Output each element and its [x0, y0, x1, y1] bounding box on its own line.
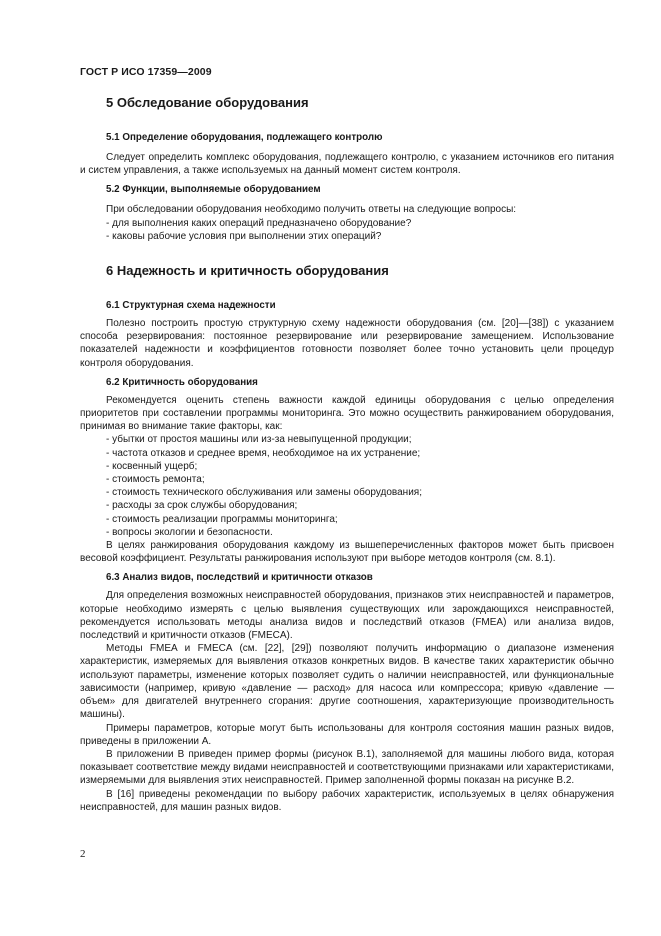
subsection-6-3-paragraph-2: Методы FMEA и FMECA (см. [22], [29]) позволяют получить информацию о диапазоне изменения характеристик, измеряемых для выявления отказов конкретных видов. В качестве таких характеристик обычно используют параметры, изменение которых позволяет судить о наличии неисправностей, или функциональные зависимости (например, кривую «давление — расход» для насоса или компрессора; кривую «давление — объем» для двигателей внутреннего сгорания: другие соотношения, характеризующие производительность машины). — [80, 643, 614, 721]
list-item: - вопросы экологии и безопасности. — [106, 526, 273, 538]
list-item: - стоимость реализации программы мониторинга; — [106, 513, 338, 525]
subsection-6-2-heading: 6.2 Критичность оборудования — [106, 376, 258, 388]
document-body — [80, 94, 614, 814]
list-item: - косвенный ущерб; — [106, 460, 198, 472]
factor-list — [80, 433, 614, 539]
list-item: - убытки от простоя машины или из-за невыпущенной продукции; — [106, 434, 412, 446]
subsection-6-1-paragraph: Полезно построить простую структурную схему надежности оборудования (см. [20]—[38]) с указанием способа резервирования: постоянное резервирование или резервирование замещением. Использование показателей надежности и коэффициентов готовности позволяет более точно установить цели процедур контроля оборудования. — [80, 318, 614, 369]
subsection-6-1-heading: 6.1 Структурная схема надежности — [106, 300, 276, 312]
list-item: - частота отказов и среднее время, необходимое на их устранение; — [106, 447, 421, 459]
subsection-6-2-paragraph: Рекомендуется оценить степень важности каждой единицы оборудования с целью определения приоритетов при составлении программы мониторинга. Это можно осуществить ранжированием оборудования, принимая во внимание такие факторы, как: — [80, 394, 614, 433]
subsection-6-2-paragraph-2: В целях ранжирования оборудования каждому из вышеперечисленных факторов может быть присвоен весовой коэффициент. Результаты ранжирования используют при выборе методов контроля (см. 8.1). — [80, 540, 614, 565]
section-5-heading: 5 Обследование оборудования — [106, 95, 309, 110]
subsection-6-3-heading: 6.3 Анализ видов, последствий и критичности отказов — [106, 572, 373, 584]
subsection-5-2-paragraph: При обследовании оборудования необходимо получить ответы на следующие вопросы: — [106, 204, 517, 216]
list-item: - для выполнения каких операций предназначено оборудование? — [106, 217, 412, 229]
page-number: 2 — [80, 848, 86, 860]
subsection-6-3-paragraph-5: В [16] приведены рекомендации по выбору рабочих характеристик, используемых в целях обнаружения неисправностей, для машин разных видов. — [80, 788, 614, 813]
question-list — [80, 217, 614, 243]
subsection-6-3-paragraph-4: В приложении В приведен пример формы (рисунок В.1), заполняемой для машины любого вида, которая показывает соответствие между видами неисправностей и соответствующими признаками или характеристиками, измеряемыми для выявления этих неисправностей. Пример заполненной формы показан на рисунке В.2. — [80, 748, 614, 787]
subsection-5-1-paragraph: Следует определить комплекс оборудования, подлежащего контролю, с указанием источников его питания и систем управления, а также используемых на данный момент систем контроля. — [80, 152, 614, 177]
list-item: - стоимость ремонта; — [106, 474, 205, 486]
subsection-5-2-heading: 5.2 Функции, выполняемые оборудованием — [106, 184, 321, 196]
list-item: - расходы за срок службы оборудования; — [106, 500, 298, 512]
list-item: - стоимость технического обслуживания или замены оборудования; — [106, 487, 422, 499]
subsection-6-3-paragraph-3: Примеры параметров, которые могут быть использованы для контроля состояния машин разных видов, приведены в приложении А. — [80, 722, 614, 747]
subsection-6-3-paragraph-1: Для определения возможных неисправностей оборудования, признаков этих неисправностей и параметров, которые необходимо измерять с целью выявления существующих или зарождающихся неисправностей, рекомендуется использовать методы анализа видов и последствий отказов (FMEA) или анализа видов, последствий и критичности отказов (FMECA). — [80, 590, 614, 642]
standard-designation: ГОСТ Р ИСО 17359—2009 — [80, 66, 212, 78]
section-6-heading: 6 Надежность и критичность оборудования — [106, 263, 389, 279]
subsection-5-1-heading: 5.1 Определение оборудования, подлежащего контролю — [106, 132, 383, 143]
list-item: - каковы рабочие условия при выполнении этих операций? — [106, 230, 382, 242]
